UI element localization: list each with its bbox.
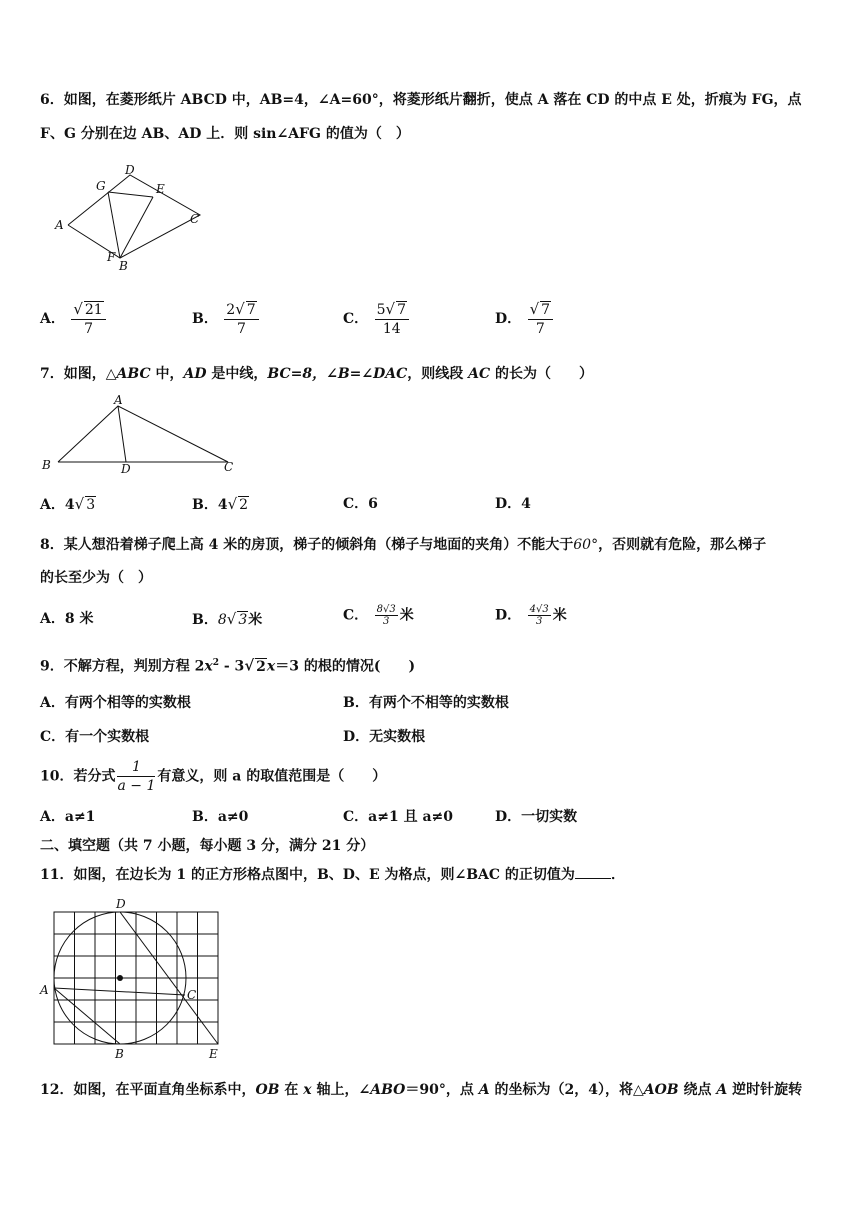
q11-answer-blank[interactable] — [575, 864, 611, 879]
q7-option-b[interactable]: B．4√ 2 — [192, 495, 249, 513]
section-heading: 二、填空题（共 7 小题，每小题 3 分，满分 21 分） — [40, 838, 375, 854]
q6-number: 6． — [40, 92, 64, 108]
q10-option-b[interactable]: B．a≠0 — [192, 809, 249, 825]
q7-label-c: C — [224, 460, 234, 474]
q9-option-b[interactable]: B．有两个不相等的实数根 — [343, 695, 509, 711]
q8-option-b[interactable]: B．8√ 3米 — [192, 610, 263, 628]
q7-option-c[interactable]: C．6 — [343, 496, 378, 512]
q7-line1: 7．如图，△ABC 中，AD 是中线，BC=8，∠B=∠DAC，则线段 AC 的长为（ ） — [40, 366, 594, 382]
q9-line: 9．不解方程，判别方程 $2x^2 - 3√$ 2x＝3 的根的情况( ) — [40, 656, 416, 675]
q7-label-d: D — [121, 462, 131, 474]
q7-label-b: B — [42, 458, 51, 472]
q11-label-e: E — [209, 1047, 218, 1061]
q9-option-d[interactable]: D．无实数根 — [343, 729, 426, 745]
q11-label-c: C — [187, 988, 197, 1002]
q6-label-c: C — [190, 212, 200, 226]
q6-label-a: A — [55, 218, 64, 232]
q8-line2: 的长至少为（ ） — [40, 570, 152, 586]
q6-rhombus-figure — [50, 160, 210, 275]
q6-label-d: D — [125, 163, 135, 177]
q8-option-c[interactable]: C． $\frac{8√3}{3}$ 米 — [343, 604, 414, 627]
q6-text-1: 如图，在菱形纸片 ABCD 中，AB=4，∠A=60°，将菱形纸片翻折，使点 A 落在 CD 的中点 E 处，折痕为 FG，点 — [63, 92, 802, 108]
q9-option-a[interactable]: A．有两个相等的实数根 — [40, 695, 191, 711]
q7-triangle-figure — [38, 392, 243, 474]
q10-line: 10．若分式 $\frac{1}{a - 1}$ 有意义，则 a 的取值范围是（ ） — [40, 759, 387, 794]
q10-option-c[interactable]: C．a≠1 且 a≠0 — [343, 809, 453, 825]
q6-line1 — [40, 90, 802, 110]
q6-label-b: B — [119, 259, 128, 273]
q11-label-b: B — [115, 1047, 124, 1061]
q9-option-c[interactable]: C．有一个实数根 — [40, 729, 150, 745]
q11-grid-figure — [36, 895, 226, 1065]
q6-line2: F、G 分别在边 AB、AD 上．则 sin∠AFG 的值为（ ） — [40, 126, 410, 142]
q6-label-g: G — [96, 179, 106, 193]
q6-label-f: F — [107, 250, 116, 264]
q6-option-d[interactable]: D． $\frac{√ 7}{7}$ — [495, 300, 555, 338]
q7-option-a[interactable]: A．4√ 3 — [40, 495, 96, 513]
q12-line: 12．如图，在平面直角坐标系中，OB 在 x 轴上，∠ABO＝90°，点 A 的坐标为（2，4），将△AOB 绕点 A 逆时针旋转 — [40, 1082, 803, 1098]
q11-label-d: D — [116, 897, 126, 911]
q8-line1: 8．某人想沿着梯子爬上高 4 米的房顶，梯子的倾斜角（梯子与地面的夹角）不能大于60°，否则就有危险，那么梯子 — [40, 537, 767, 553]
q6-option-c[interactable]: C． $\frac{5√ 7}{14}$ — [343, 300, 411, 338]
q8-option-a[interactable]: A．8 米 — [40, 611, 94, 627]
q6-option-b[interactable]: B． $\frac{2√ 7}{7}$ — [192, 300, 261, 338]
q8-option-d[interactable]: D． $\frac{4√3}{3}$ 米 — [495, 604, 567, 627]
q10-option-d[interactable]: D．一切实数 — [495, 809, 578, 825]
q10-option-a[interactable]: A．a≠1 — [40, 809, 96, 825]
q7-option-d[interactable]: D．4 — [495, 496, 531, 512]
q11-label-a: A — [40, 983, 49, 997]
q6-label-e: E — [156, 182, 165, 196]
q11-line: 11．如图，在边长为 1 的正方形格点图中，B、D、E 为格点，则∠BAC 的正切值为 ． — [40, 864, 625, 885]
q6-option-a[interactable]: A． $\frac{√ 21}{7}$ — [40, 300, 108, 338]
q7-label-a: A — [114, 393, 123, 407]
